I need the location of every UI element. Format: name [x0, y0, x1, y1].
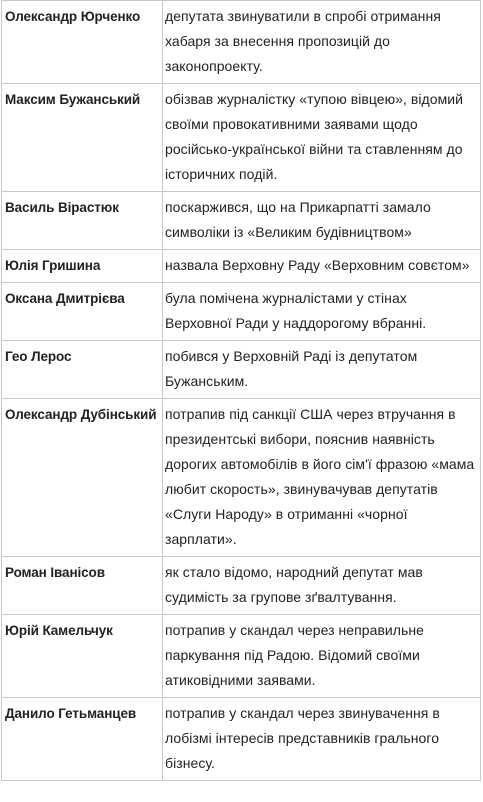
table-row	[2, 192, 481, 250]
deputy-name: Василь Вірастюк	[2, 192, 163, 250]
deputy-description: як стало відомо, народний депутат мав судимість за групове зґвалтування.	[163, 557, 481, 615]
table-row	[2, 84, 481, 192]
deputy-description: поскаржився, що на Прикарпатті замало символіки із «Великим будівництвом»	[163, 192, 481, 250]
deputy-description: потрапив у скандал через звинувачення в лобізмі інтересів представників грального бізнесу.	[163, 698, 481, 781]
table-row	[2, 399, 481, 557]
deputy-name: Юлія Гришина	[2, 250, 163, 283]
deputy-name: Данило Гетьманцев	[2, 698, 163, 781]
deputy-description: назвала Верховну Раду «Верховним совєтом»	[163, 250, 481, 283]
deputy-name: Роман Іванісов	[2, 557, 163, 615]
table-row	[2, 698, 481, 781]
deputy-name: Оксана Дмитрієва	[2, 283, 163, 341]
table-row	[2, 283, 481, 341]
deputy-name: Олександр Юрченко	[2, 1, 163, 84]
deputy-name: Олександр Дубінський	[2, 399, 163, 557]
deputy-description: була помічена журналістами у стінах Верховної Ради у наддорогому вбранні.	[163, 283, 481, 341]
table-row	[2, 250, 481, 283]
deputy-description: потрапив під санкції США через втручання в президентські вибори, пояснив наявність дорогих автомобілів в його сім'ї фразою «мама любит скорость», звинувачував депутатів «Слуги Народу» в отриманні «чорної зарплати».	[163, 399, 481, 557]
deputy-description: потрапив у скандал через неправильне паркування під Радою. Відомий своїми атиковідними заявами.	[163, 615, 481, 698]
deputy-name: Максим Бужанський	[2, 84, 163, 192]
table-row	[2, 341, 481, 399]
table-row	[2, 557, 481, 615]
deputies-table	[1, 0, 481, 781]
table-row	[2, 615, 481, 698]
deputy-name: Гео Лерос	[2, 341, 163, 399]
deputy-description: обізвав журналістку «тупою вівцею», відомий своїми провокативними заявами щодо російсько-української війни та ставленням до історичних подій.	[163, 84, 481, 192]
table-row	[2, 1, 481, 84]
deputy-description: депутата звинуватили в спробі отримання хабаря за внесення пропозицій до законопроекту.	[163, 1, 481, 84]
deputy-description: побився у Верховній Раді із депутатом Бужанським.	[163, 341, 481, 399]
deputy-name: Юрій Камельчук	[2, 615, 163, 698]
